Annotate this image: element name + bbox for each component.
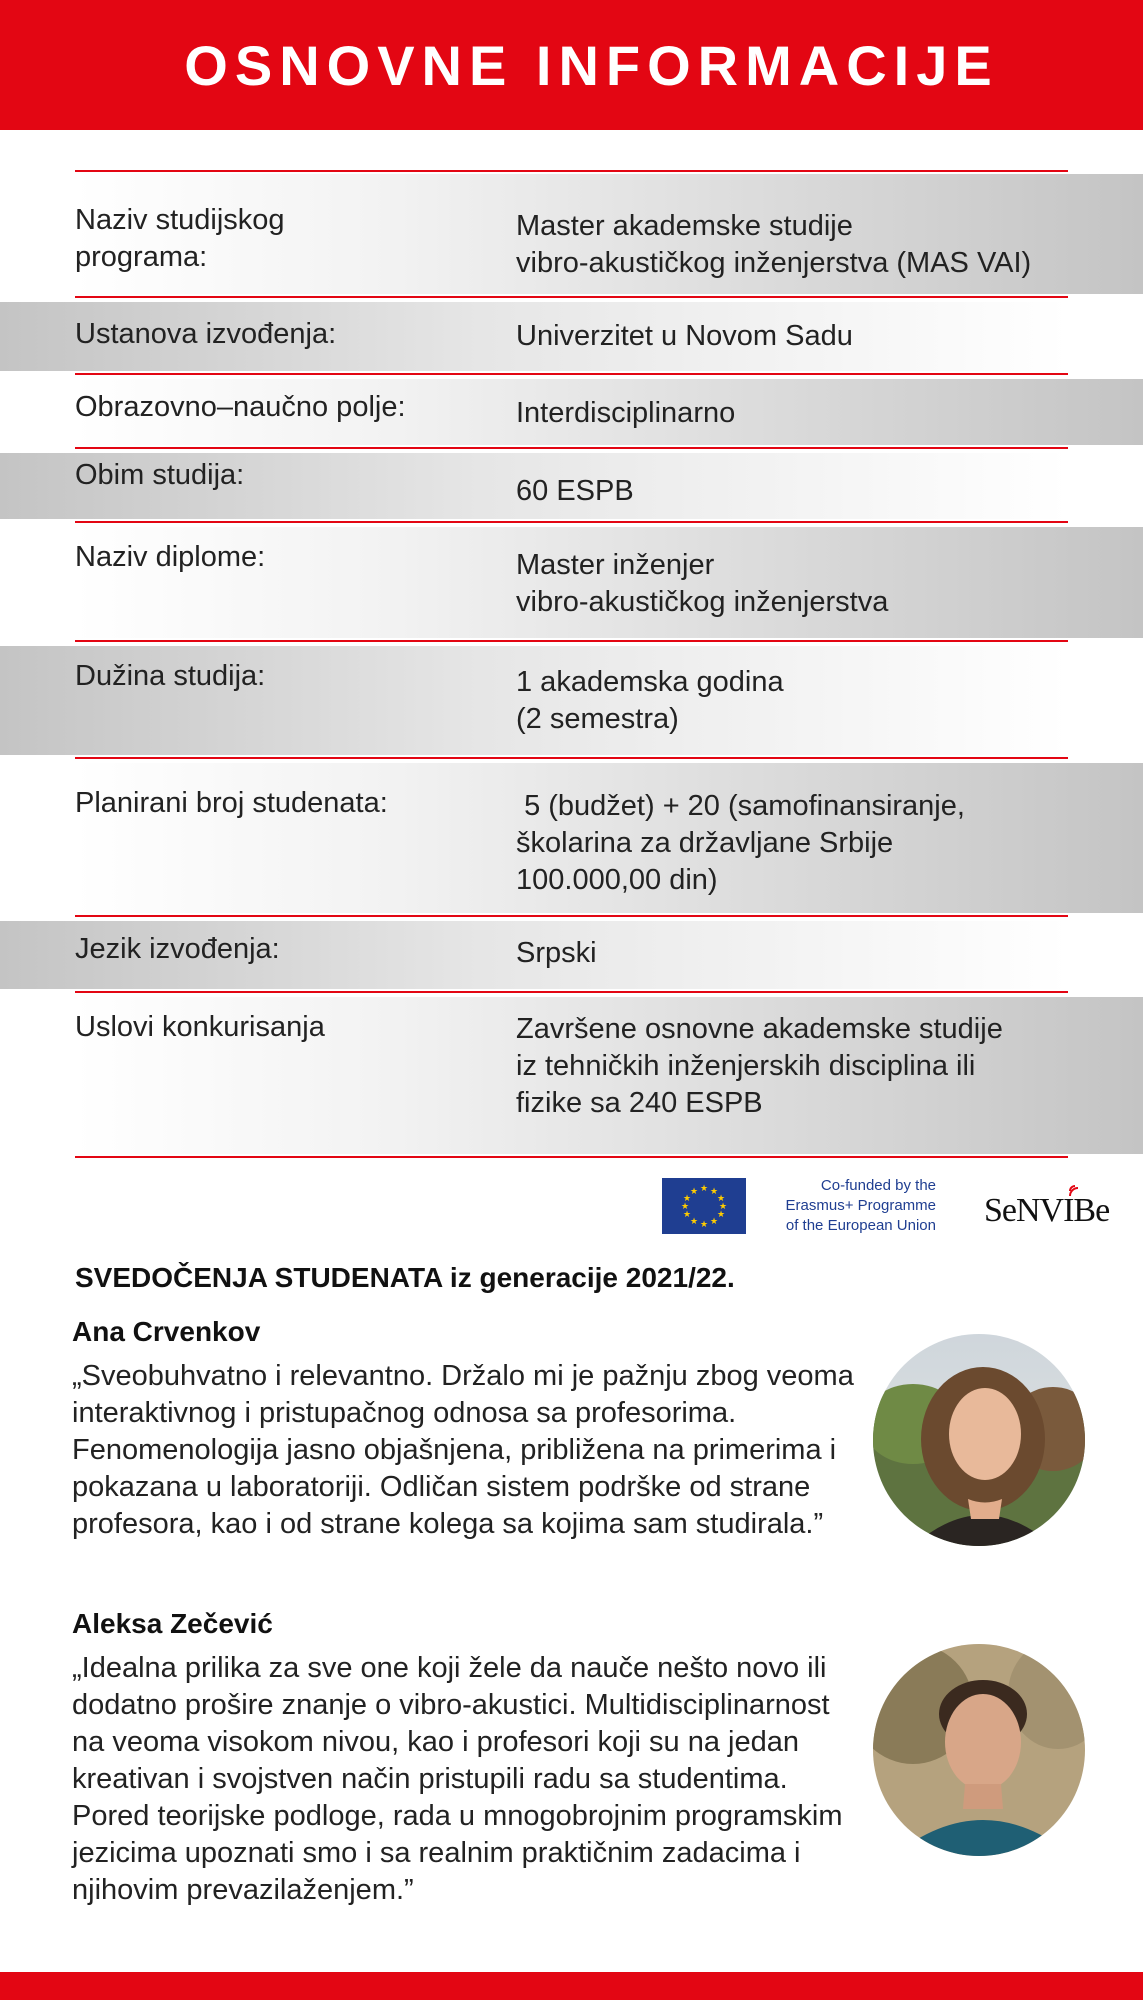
signal-waves-icon (1068, 1182, 1086, 1200)
row-value: Srpski (516, 937, 597, 969)
info-row-students (0, 759, 1143, 917)
row-value: Interdisciplinarno (516, 397, 736, 429)
row-value: Master inženjer vibro-akustičkog inženjerstva (516, 549, 889, 618)
eu-funding-text: Co-funded by the Erasmus+ Programme of the European Union (785, 1177, 936, 1234)
row-label: Naziv studijskog programa: (75, 204, 285, 273)
info-row-institution (0, 298, 1143, 375)
header-banner (0, 0, 1143, 130)
info-table (0, 170, 1143, 1158)
senvibe-logo (984, 1192, 1109, 1230)
avatar (873, 1334, 1085, 1546)
info-row-field (0, 375, 1143, 449)
row-label: Dužina studija: (75, 660, 266, 692)
row-label: Naziv diplome: (75, 541, 266, 573)
testimonial-quote: „Idealna prilika za sve one koji žele da nauče nešto novo ili dodatno prošire znanje o vibro-akustici. Multidisciplinarnost na veoma visokom nivou, kao i profesori koji su na jedan kreativan i svojstven način pristupili radu sa studentima. Pored teorijske podloge, rada u mnogobrojnim programskim jezicima upoznati smo i sa realnim praktičnim zadacima i njihovim prevazilaženjem.” (72, 1652, 843, 1906)
senvibe-logo-text: SeNVIBe (984, 1192, 1110, 1229)
footer-bar (0, 1972, 1143, 2000)
info-row-requirements (0, 993, 1143, 1158)
row-value: Univerzitet u Novom Sadu (516, 320, 853, 352)
row-label: Obim studija: (75, 459, 245, 491)
testimonial-quote: „Sveobuhvatno i relevantno. Držalo mi je pažnju zbog veoma interaktivnog i pristupačnog odnosa sa profesorima. Fenomenologija jasno objašnjena, približena na primerima i pokazana u laboratoriji. Odličan sistem podrške od strane profesora, kao i od strane kolega sa kojima sam studirala.” (72, 1360, 854, 1540)
info-row-scope (0, 449, 1143, 523)
info-row-duration (0, 642, 1143, 759)
row-value: 1 akademska godina (2 semestra) (516, 666, 784, 735)
row-value: Završene osnovne akademske studije iz tehničkih inženjerskih disciplina ili fizike sa 240 ESPB (516, 1013, 1003, 1119)
row-label: Ustanova izvođenja: (75, 318, 337, 350)
testimonial-name: Ana Crvenkov (72, 1316, 261, 1347)
row-value: 60 ESPB (516, 475, 634, 507)
row-value: 5 (budžet) + 20 (samofinansiranje, školarina za državljane Srbije 100.000,00 din) (516, 790, 965, 896)
row-label: Planirani broj studenata: (75, 787, 388, 819)
sponsor-logos (0, 1176, 1143, 1246)
row-label: Jezik izvođenja: (75, 933, 280, 965)
testimonials-title: SVEDOČENJA STUDENATA iz generacije 2021/22. (75, 1262, 735, 1293)
info-row-diploma (0, 523, 1143, 642)
info-row-language (0, 917, 1143, 993)
row-value: Master akademske studije vibro-akustičkog inženjerstva (MAS VAI) (516, 210, 1032, 279)
eu-flag-icon: ★ ★ ★ ★ ★ ★ ★ ★ ★ ★ ★ ★ (662, 1178, 746, 1234)
row-label: Uslovi konkurisanja (75, 1011, 325, 1043)
testimonial-name: Aleksa Zečević (72, 1608, 273, 1639)
page-title: OSNOVNE INFORMACIJE (184, 33, 999, 97)
avatar (873, 1644, 1085, 1856)
info-row-program (0, 170, 1143, 298)
divider (75, 1156, 1068, 1158)
row-label: Obrazovno–naučno polje: (75, 391, 406, 423)
